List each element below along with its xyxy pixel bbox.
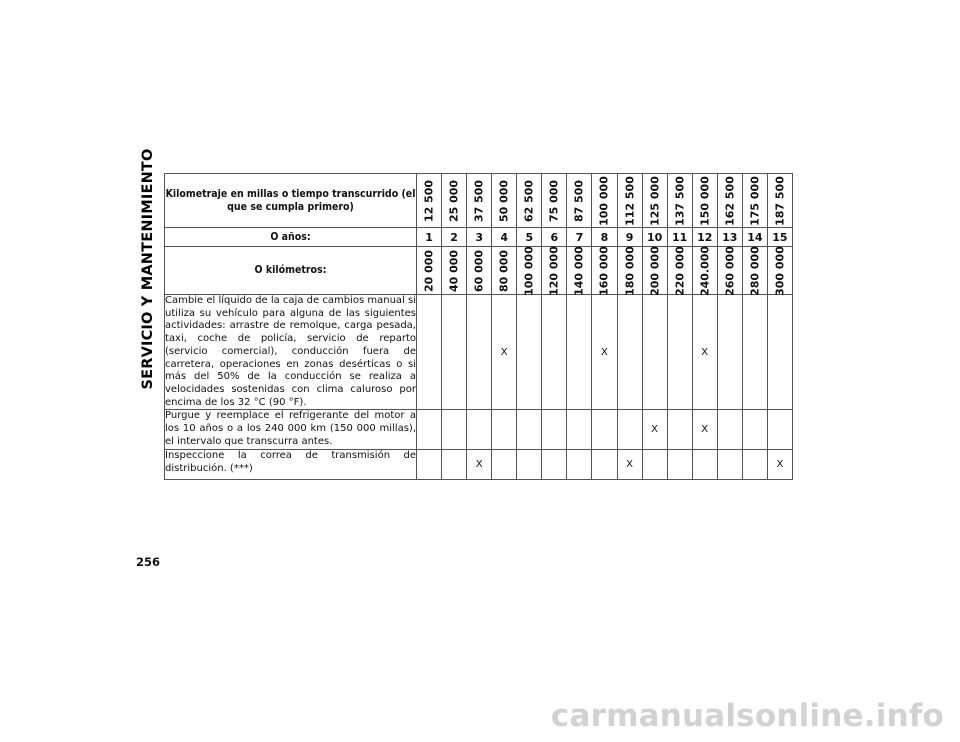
service-mark — [717, 410, 742, 450]
year-cell: 13 — [717, 228, 742, 247]
miles-value: 75 000 — [547, 179, 561, 222]
miles-value: 112 500 — [623, 175, 637, 226]
year-cell: 1 — [417, 228, 442, 247]
service-mark — [542, 295, 567, 410]
service-mark — [567, 450, 592, 480]
service-row — [165, 450, 793, 480]
km-cell — [492, 247, 517, 295]
km-cell — [442, 247, 467, 295]
service-row — [165, 410, 793, 450]
service-mark — [592, 410, 617, 450]
service-mark — [742, 450, 767, 480]
miles-value: 150 000 — [698, 175, 712, 226]
year-cell: 4 — [492, 228, 517, 247]
maintenance-schedule-table — [164, 173, 793, 480]
service-mark — [742, 410, 767, 450]
miles-value: 100 000 — [597, 175, 611, 226]
service-mark — [467, 295, 492, 410]
miles-cell — [567, 174, 592, 228]
miles-cell — [517, 174, 542, 228]
service-mark: X — [617, 450, 642, 480]
year-cell: 2 — [442, 228, 467, 247]
miles-cell — [767, 174, 792, 228]
km-value: 140 000 — [572, 245, 586, 296]
service-mark — [467, 410, 492, 450]
service-mark — [642, 295, 667, 410]
service-mark — [642, 450, 667, 480]
km-value: 20 000 — [422, 249, 436, 292]
year-cell: 5 — [517, 228, 542, 247]
service-mark — [417, 450, 442, 480]
year-cell: 12 — [692, 228, 717, 247]
miles-cell — [417, 174, 442, 228]
km-value: 280 000 — [748, 245, 762, 296]
service-mark: X — [592, 295, 617, 410]
miles-cell — [467, 174, 492, 228]
years-row — [165, 228, 793, 247]
miles-value: 175 000 — [748, 175, 762, 226]
miles-row — [165, 174, 793, 228]
miles-cell — [442, 174, 467, 228]
miles-cell — [642, 174, 667, 228]
service-mark — [517, 410, 542, 450]
km-cell — [517, 247, 542, 295]
service-mark — [542, 450, 567, 480]
km-value: 180 000 — [623, 245, 637, 296]
km-value: 120 000 — [547, 245, 561, 296]
service-mark — [542, 410, 567, 450]
km-cell — [617, 247, 642, 295]
km-value: 200 000 — [648, 245, 662, 296]
watermark: carmanualsonline.info — [550, 698, 944, 734]
miles-value: 187 500 — [773, 175, 787, 226]
miles-cell — [667, 174, 692, 228]
km-header: O kilómetros: — [165, 247, 417, 295]
service-mark — [442, 295, 467, 410]
service-mark — [517, 295, 542, 410]
km-cell — [542, 247, 567, 295]
service-mark — [767, 410, 792, 450]
service-mark — [592, 450, 617, 480]
page-number: 256 — [136, 555, 161, 569]
miles-value: 137 500 — [673, 175, 687, 226]
service-mark — [742, 295, 767, 410]
service-mark — [617, 295, 642, 410]
miles-value: 12 500 — [422, 179, 436, 222]
miles-cell — [742, 174, 767, 228]
service-mark: X — [642, 410, 667, 450]
miles-cell — [617, 174, 642, 228]
service-mark — [667, 450, 692, 480]
service-mark: X — [692, 410, 717, 450]
km-row — [165, 247, 793, 295]
miles-value: 62 500 — [522, 179, 536, 222]
service-mark: X — [492, 295, 517, 410]
km-value: 60 000 — [472, 249, 486, 292]
miles-value: 87 500 — [572, 179, 586, 222]
km-cell — [417, 247, 442, 295]
section-title: SERVICIO Y MANTENIMIENTO — [140, 148, 156, 390]
miles-cell — [542, 174, 567, 228]
year-cell: 11 — [667, 228, 692, 247]
km-value: 240.000 — [698, 245, 712, 296]
service-mark — [442, 410, 467, 450]
km-value: 80 000 — [497, 249, 511, 292]
mileage-header: Kilometraje en millas o tiempo transcurrido (el que se cumpla primero) — [165, 174, 417, 228]
service-mark: X — [692, 295, 717, 410]
km-cell — [592, 247, 617, 295]
service-mark: X — [767, 450, 792, 480]
km-cell — [692, 247, 717, 295]
service-mark — [617, 410, 642, 450]
service-mark: X — [467, 450, 492, 480]
miles-value: 162 500 — [723, 175, 737, 226]
miles-value: 50 000 — [497, 179, 511, 222]
service-mark — [567, 295, 592, 410]
miles-value: 37 500 — [472, 179, 486, 222]
miles-cell — [592, 174, 617, 228]
service-mark — [692, 450, 717, 480]
year-cell: 9 — [617, 228, 642, 247]
service-mark — [717, 295, 742, 410]
service-mark — [417, 410, 442, 450]
service-description: Purgue y reemplace el refrigerante del motor a los 10 años o a los 240 000 km (150 000 millas), el intervalo que transcurra antes. — [165, 410, 417, 450]
service-description: Inspeccione la correa de transmisión de distribución. (***) — [165, 450, 417, 480]
year-cell: 14 — [742, 228, 767, 247]
year-cell: 6 — [542, 228, 567, 247]
km-cell — [767, 247, 792, 295]
year-cell: 10 — [642, 228, 667, 247]
service-mark — [442, 450, 467, 480]
service-mark — [492, 450, 517, 480]
service-mark — [517, 450, 542, 480]
km-value: 300 000 — [773, 245, 787, 296]
service-mark — [767, 295, 792, 410]
km-value: 220 000 — [673, 245, 687, 296]
km-value: 260 000 — [723, 245, 737, 296]
km-value: 160 000 — [597, 245, 611, 296]
km-value: 40 000 — [447, 249, 461, 292]
km-cell — [467, 247, 492, 295]
miles-cell — [717, 174, 742, 228]
miles-cell — [492, 174, 517, 228]
service-mark — [567, 410, 592, 450]
service-description: Cambie el líquido de la caja de cambios manual si utiliza su vehículo para alguna de las siguientes actividades: arrastre de remolque, carga pesada, taxi, coche de policía, servicio de reparto (servicio comercial), conducción fuera de carretera, operaciones en zonas desérticas o si más del 50% de la conducción se realiza a velocidades sostenidas con clima caluroso por encima de los 32 °C (90 °F). — [165, 295, 417, 410]
km-cell — [567, 247, 592, 295]
km-cell — [642, 247, 667, 295]
km-cell — [667, 247, 692, 295]
service-mark — [667, 410, 692, 450]
service-mark — [417, 295, 442, 410]
service-mark — [492, 410, 517, 450]
km-cell — [742, 247, 767, 295]
service-mark — [717, 450, 742, 480]
service-row — [165, 295, 793, 410]
miles-cell — [692, 174, 717, 228]
years-header: O años: — [165, 228, 417, 247]
year-cell: 7 — [567, 228, 592, 247]
km-cell — [717, 247, 742, 295]
service-mark — [667, 295, 692, 410]
year-cell: 3 — [467, 228, 492, 247]
year-cell: 15 — [767, 228, 792, 247]
miles-value: 125 000 — [648, 175, 662, 226]
miles-value: 25 000 — [447, 179, 461, 222]
year-cell: 8 — [592, 228, 617, 247]
km-value: 100 000 — [522, 245, 536, 296]
